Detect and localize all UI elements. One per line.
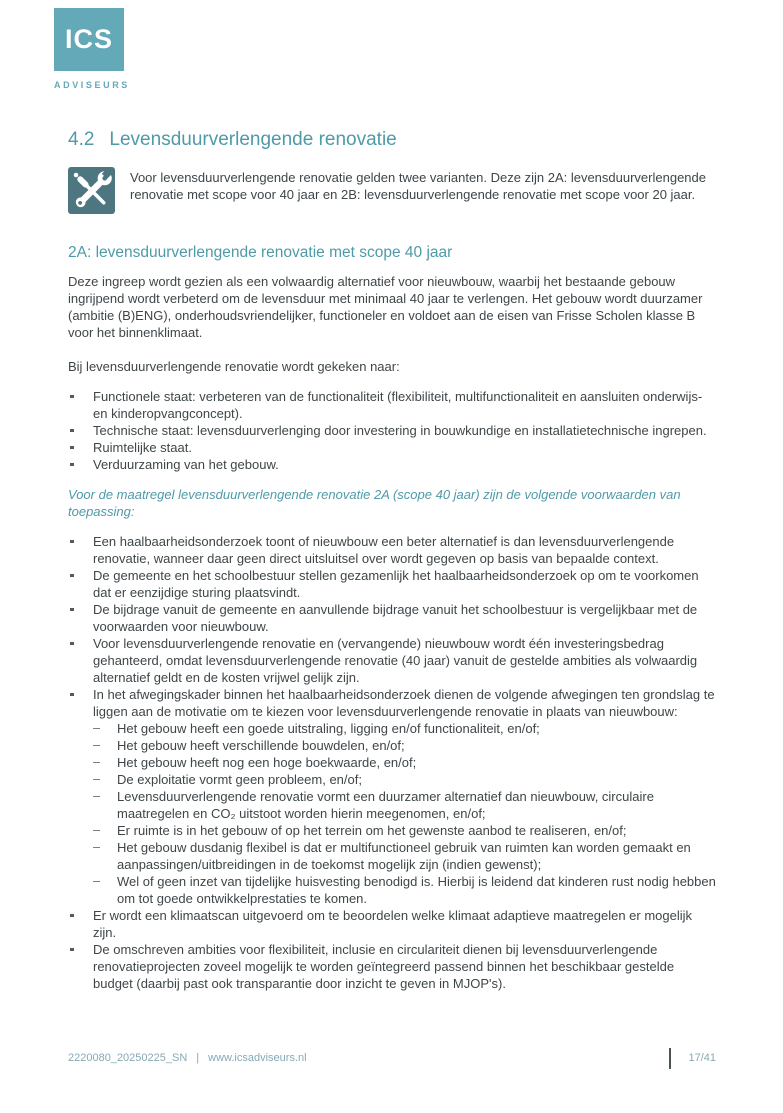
logo-square: [54, 8, 124, 71]
bullet-item: [68, 686, 716, 907]
bullet-item-text: De gemeente en het schoolbestuur stellen gezamenlijk het haalbaarheidsonderzoek op om te voorkomen dat er eenzijdige sturing plaatsvindt.: [93, 568, 699, 600]
sub-bullet-item-text: Het gebouw dusdanig flexibel is dat er multifunctioneel gebruik van ruimten kan worden gemaakt en aanpassingen/uitbreidingen in de toekomst mogelijk zijn (indien gewenst);: [117, 840, 691, 872]
logo-subtext: ADVISEURS: [54, 80, 130, 90]
sub-bullet-item: [93, 720, 716, 737]
sub-bullet-list: [93, 720, 716, 907]
bullet-item: [68, 635, 716, 686]
sub-bullet-item-text: Levensduurverlengende renovatie vormt een duurzamer alternatief dan nieuwbouw, circulaire maatregelen en CO₂ uitstoot worden hierin meegenomen, en/of;: [117, 789, 654, 821]
body-paragraph: Deze ingreep wordt gezien als een volwaardig alternatief voor nieuwbouw, waarbij het bestaande gebouw ingrijpend wordt verbeterd om de levensduur met minimaal 40 jaar te verlengen. Het gebouw wordt duurzamer (ambitie (B)ENG), onderhoudsvriendelijker, functioneler en voldoet aan de eisen van Frisse Scholen klasse B voor het binnenklimaat.: [68, 274, 703, 340]
page-number-divider: [669, 1048, 672, 1069]
sub-bullet-item: [93, 737, 716, 754]
bullet-item-text: De bijdrage vanuit de gemeente en aanvullende bijdrage vanuit het schoolbestuur is vergelijkbaar met de voorwaarden voor nieuwbouw.: [93, 602, 698, 634]
bullet-item-text: Voor levensduurverlengende renovatie en (vervangende) nieuwbouw wordt één investeringsbedrag gehanteerd, omdat levensduurverlengende renovatie (40 jaar) vanuit de gestelde ambities als volwaardig alternatief geldt en de kosten vrijwel gelijk zijn.: [93, 636, 698, 685]
footer-right: [669, 1048, 716, 1069]
square-bullet-marker: [70, 463, 74, 467]
bullet-item: [68, 907, 716, 941]
square-bullet-marker: [70, 446, 74, 450]
sub-bullet-item: [93, 873, 716, 907]
square-bullet-marker: [70, 948, 74, 952]
list-lead-paragraph: Bij levensduurverlengende renovatie wordt gekeken naar:: [68, 359, 400, 374]
intro-text: Voor levensduurverlengende renovatie gelden twee varianten. Deze zijn 2A: levensduurverlengende renovatie met scope voor 40 jaar en 2B: levensduurverlengende renovatie met scope voor 20 jaar.: [130, 170, 706, 202]
sub-bullet-item: [93, 788, 716, 822]
company-logo: [54, 8, 130, 90]
bullet-item-text: Functionele staat: verbeteren van de functionaliteit (flexibiliteit, multifunctionaliteit en aansluiten onderwijs- en kinderopvangconcept).: [93, 389, 703, 421]
square-bullet-marker: [70, 574, 74, 578]
bullet-item: [68, 456, 716, 473]
bullet-item: [68, 567, 716, 601]
page-footer: [68, 1046, 716, 1070]
bullet-item: [68, 941, 716, 992]
sub-bullet-item-text: Het gebouw heeft verschillende bouwdelen, en/of;: [117, 738, 405, 753]
crossed-tools-icon: [68, 167, 115, 214]
square-bullet-marker: [70, 914, 74, 918]
content-column: [68, 128, 716, 992]
sub-bullet-item-text: Wel of geen inzet van tijdelijke huisvesting benodigd is. Hierbij is leidend dat kinderen rust nodig hebben om tot goede ontwikkelprestaties te komen.: [117, 874, 716, 906]
section-number: 4.2: [68, 129, 95, 150]
bullet-item: [68, 601, 716, 635]
bullet-item-text: Er wordt een klimaatscan uitgevoerd om te beoordelen welke klimaat adaptieve maatregelen er mogelijk zijn.: [93, 908, 693, 940]
dash-marker: [93, 830, 100, 832]
sub-bullet-item-text: Er ruimte is in het gebouw of op het terrein om het gewenste aanbod te realiseren, en/of;: [117, 823, 627, 838]
sub-bullet-item: [93, 822, 716, 839]
dash-marker: [93, 779, 100, 781]
conditions-bullet-list: [68, 533, 716, 992]
document-code: 2220080_20250225_SN: [68, 1052, 188, 1064]
sub-bullet-item-text: De exploitatie vormt geen probleem, en/of;: [117, 772, 362, 787]
bullet-item-text: De omschreven ambities voor flexibiliteit, inclusie en circulariteit dienen bij levensduurverlengende renovatieprojecten zoveel mogelijk te worden geïntegreerd passend binnen het beschikbaar gestelde budget (daarbij past ook transparantie door inzicht te geven in MJOP's).: [93, 942, 675, 991]
bullet-item-text: Verduurzaming van het gebouw.: [93, 457, 279, 472]
logo-text: ICS: [64, 24, 113, 54]
square-bullet-marker: [70, 608, 74, 612]
dash-marker: [93, 881, 100, 883]
bullet-item-text: In het afwegingskader binnen het haalbaarheidsonderzoek dienen de volgende afwegingen ten grondslag te liggen aan de motivatie om te kiezen voor levensduurverlengende renovatie in plaats van nieuwbouw: Het gebouw heeft een goede uitstraling, ligging en/of functionaliteit, en/of; Het gebouw heeft verschillende bouwdelen, en/of; Het gebouw heeft nog een hoge boekwaarde, en/of; De exploitatie vormt geen probleem, en/of; Levensduurverlengende renovatie vormt een duurzamer alternatief dan nieuwbouw, circulaire maatregelen en CO₂ uitstoot worden hierin meegenomen, en/of; Er ruimte is in het gebouw of op het terrein om het gewenste aanbod te realiseren, en/of; Het gebouw dusdanig flexibel is dat er multifunctioneel gebruik van ruimten kan worden gemaakt en aanpassingen/uitbreidingen in de toekomst mogelijk zijn (indien gewenst); Wel of geen inzet van tijdelijke huisvesting benodigd is. Hierbij is leidend dat kinderen rust nodig hebben om tot goede ontwikkelprestaties te komen.: [93, 687, 716, 906]
sub-bullet-item: [93, 839, 716, 873]
section-title: Levensduurverlengende renovatie: [109, 129, 397, 150]
sub-bullet-item-text: Het gebouw heeft een goede uitstraling, ligging en/of functionaliteit, en/of;: [117, 721, 540, 736]
square-bullet-marker: [70, 693, 74, 697]
aspects-bullet-list: [68, 388, 716, 473]
dash-marker: [93, 762, 100, 764]
dash-marker: [93, 796, 100, 798]
dash-marker: [93, 745, 100, 747]
square-bullet-marker: [70, 642, 74, 646]
subsection-heading: 2A: levensduurverlengende renovatie met scope 40 jaar: [68, 244, 453, 261]
sub-bullet-item-text: Het gebouw heeft nog een hoge boekwaarde, en/of;: [117, 755, 417, 770]
page-number: 17/41: [688, 1052, 716, 1064]
sub-bullet-item: [93, 754, 716, 771]
bullet-item-text: Een haalbaarheidsonderzoek toont of nieuwbouw een beter alternatief is dan levensduurverlengende renovatie, wanneer daar geen direct uitsluitsel over wordt gegeven op basis van bepaalde context.: [93, 534, 675, 566]
square-bullet-marker: [70, 395, 74, 399]
bullet-item: [68, 533, 716, 567]
bullet-item-text: Technische staat: levensduurverlenging door investering in bouwkundige en installatietechnische ingrepen.: [93, 423, 707, 438]
conditions-intro: Voor de maatregel levensduurverlengende renovatie 2A (scope 40 jaar) zijn de volgende voorwaarden van toepassing:: [68, 487, 681, 519]
sub-bullet-item: [93, 771, 716, 788]
footer-left: [68, 1052, 307, 1064]
square-bullet-marker: [70, 429, 74, 433]
bullet-item-text: Ruimtelijke staat.: [93, 440, 192, 455]
dash-marker: [93, 728, 100, 730]
bullet-item: [68, 439, 716, 456]
dash-marker: [93, 847, 100, 849]
intro-callout: [68, 167, 716, 214]
bullet-item: [68, 388, 716, 422]
square-bullet-marker: [70, 540, 74, 544]
footer-separator: |: [196, 1052, 200, 1064]
footer-website-link[interactable]: www.icsadviseurs.nl: [208, 1052, 307, 1064]
bullet-item: [68, 422, 716, 439]
section-heading: [68, 128, 716, 152]
